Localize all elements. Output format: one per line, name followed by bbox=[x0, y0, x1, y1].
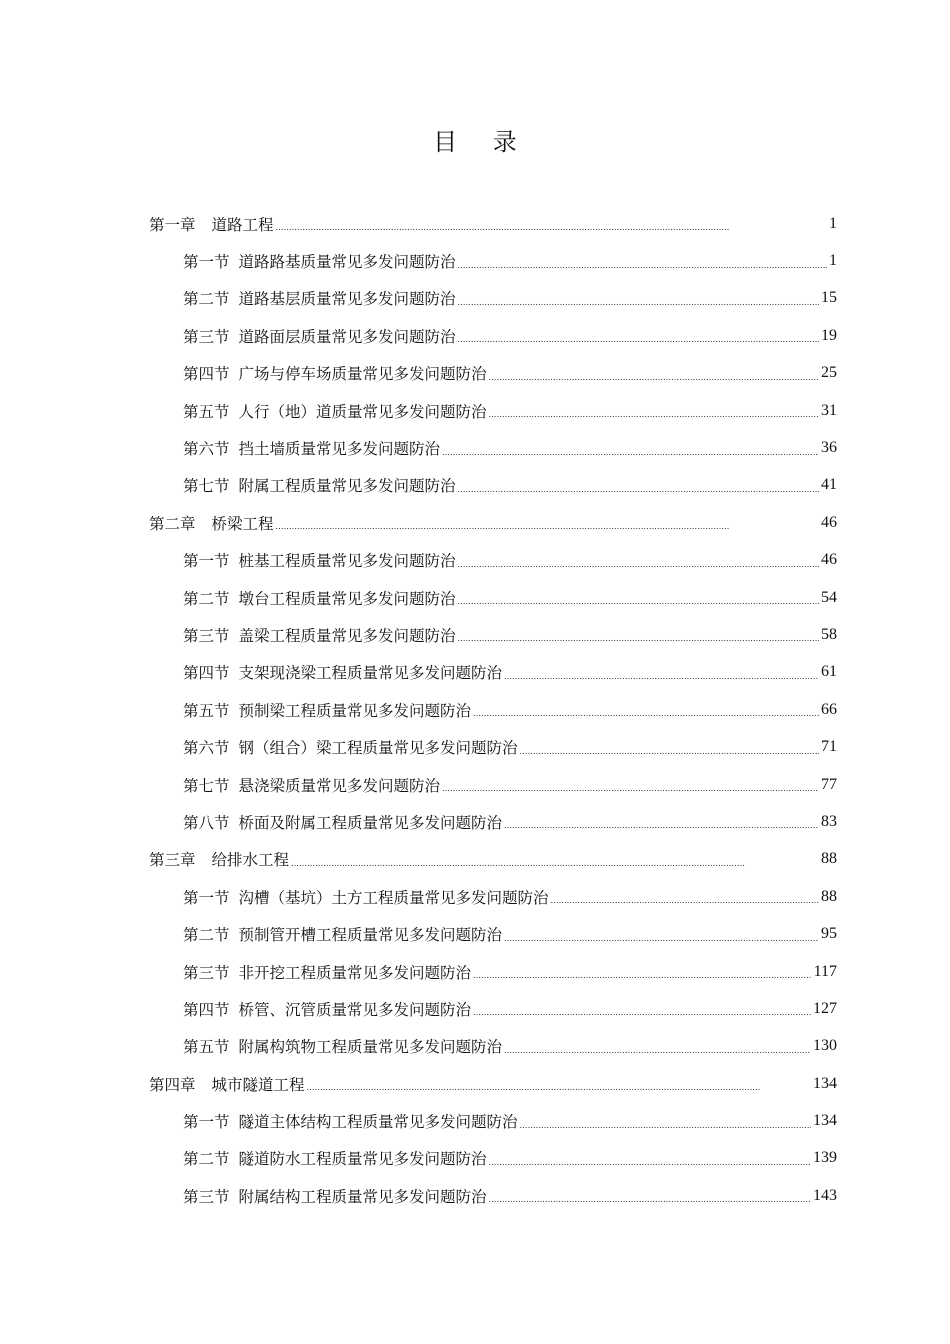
dot-leader bbox=[442, 448, 819, 457]
toc-section-entry[interactable] bbox=[149, 392, 837, 429]
entry-title: 预制管开槽工程质量常见多发问题防治 bbox=[238, 926, 503, 945]
entry-title: 桥梁工程 bbox=[211, 514, 274, 533]
toc-section-entry[interactable] bbox=[149, 355, 837, 392]
toc-section-entry[interactable] bbox=[149, 542, 837, 579]
toc-section-entry[interactable] bbox=[149, 1028, 837, 1065]
entry-title: 附属结构工程质量常见多发问题防治 bbox=[238, 1187, 487, 1206]
toc-section-entry[interactable] bbox=[149, 766, 837, 803]
entry-number: 第一章 bbox=[149, 215, 196, 234]
dot-leader bbox=[504, 821, 819, 830]
entry-title: 预制梁工程质量常见多发问题防治 bbox=[238, 701, 472, 720]
entry-number: 第一节 bbox=[183, 253, 230, 272]
entry-page-number: 19 bbox=[821, 326, 837, 344]
entry-page-number: 134 bbox=[813, 1074, 837, 1092]
entry-page-number: 134 bbox=[813, 1112, 837, 1130]
entry-page-number: 95 bbox=[821, 925, 837, 943]
entry-page-number: 15 bbox=[821, 289, 837, 307]
entry-number: 第三节 bbox=[183, 327, 230, 346]
entry-number: 第三节 bbox=[183, 1187, 230, 1206]
entry-title: 支架现浇梁工程质量常见多发问题防治 bbox=[238, 664, 503, 683]
dot-leader bbox=[520, 1121, 811, 1130]
dot-leader bbox=[473, 971, 812, 980]
dot-leader bbox=[551, 896, 819, 905]
entry-page-number: 61 bbox=[821, 663, 837, 681]
dot-leader bbox=[489, 1195, 811, 1204]
entry-title: 广场与停车场质量常见多发问题防治 bbox=[238, 365, 487, 384]
entry-page-number: 25 bbox=[821, 364, 837, 382]
entry-page-number: 31 bbox=[821, 401, 837, 419]
dot-leader bbox=[504, 1046, 811, 1055]
dot-leader bbox=[442, 784, 819, 793]
toc-section-entry[interactable] bbox=[149, 654, 837, 691]
entry-page-number: 127 bbox=[813, 999, 837, 1017]
entry-number: 第七节 bbox=[183, 477, 230, 496]
dot-leader bbox=[504, 672, 819, 681]
entry-number: 第六节 bbox=[183, 739, 230, 758]
entry-number: 第二节 bbox=[183, 1150, 230, 1169]
toc-section-entry[interactable] bbox=[149, 429, 837, 466]
entry-page-number: 77 bbox=[821, 775, 837, 793]
entry-number: 第一节 bbox=[183, 1113, 230, 1132]
toc-chapter-entry[interactable] bbox=[149, 1065, 837, 1102]
toc-section-entry[interactable] bbox=[149, 691, 837, 728]
entry-page-number: 143 bbox=[813, 1186, 837, 1204]
entry-title: 钢（组合）梁工程质量常见多发问题防治 bbox=[238, 739, 518, 758]
entry-title: 附属工程质量常见多发问题防治 bbox=[238, 477, 456, 496]
entry-number: 第四节 bbox=[183, 1000, 230, 1019]
entry-title: 道路面层质量常见多发问题防治 bbox=[238, 327, 456, 346]
dot-leader bbox=[489, 1158, 811, 1167]
toc-section-entry[interactable] bbox=[149, 953, 837, 990]
dot-leader bbox=[458, 485, 819, 494]
entry-number: 第四章 bbox=[149, 1075, 196, 1094]
entry-page-number: 66 bbox=[821, 700, 837, 718]
toc-section-entry[interactable] bbox=[149, 1177, 837, 1214]
entry-page-number: 46 bbox=[821, 513, 837, 531]
entry-title: 城市隧道工程 bbox=[211, 1075, 305, 1094]
entry-number: 第五节 bbox=[183, 1038, 230, 1057]
entry-number: 第五节 bbox=[183, 402, 230, 421]
entry-title: 悬浇梁质量常见多发问题防治 bbox=[238, 776, 441, 795]
entry-number: 第一节 bbox=[183, 888, 230, 907]
dot-leader bbox=[276, 223, 827, 232]
entry-page-number: 71 bbox=[821, 738, 837, 756]
entry-number: 第三章 bbox=[149, 851, 196, 870]
entry-page-number: 130 bbox=[813, 1037, 837, 1055]
dot-leader bbox=[458, 560, 819, 569]
entry-number: 第二章 bbox=[149, 514, 196, 533]
dot-leader bbox=[458, 298, 819, 307]
toc-section-entry[interactable] bbox=[149, 579, 837, 616]
entry-number: 第四节 bbox=[183, 365, 230, 384]
toc-chapter-entry[interactable] bbox=[149, 841, 837, 878]
entry-title: 桩基工程质量常见多发问题防治 bbox=[238, 552, 456, 571]
entry-page-number: 41 bbox=[821, 476, 837, 494]
entry-number: 第三节 bbox=[183, 626, 230, 645]
table-of-contents bbox=[149, 205, 837, 1215]
dot-leader bbox=[489, 373, 819, 382]
entry-number: 第二节 bbox=[183, 926, 230, 945]
toc-section-entry[interactable] bbox=[149, 915, 837, 952]
toc-section-entry[interactable] bbox=[149, 1140, 837, 1177]
dot-leader bbox=[458, 597, 819, 606]
entry-number: 第二节 bbox=[183, 290, 230, 309]
toc-section-entry[interactable] bbox=[149, 990, 837, 1027]
dot-leader bbox=[276, 522, 819, 531]
dot-leader bbox=[458, 261, 827, 270]
entry-number: 第四节 bbox=[183, 664, 230, 683]
dot-leader bbox=[504, 934, 819, 943]
toc-section-entry[interactable] bbox=[149, 878, 837, 915]
entry-title: 盖梁工程质量常见多发问题防治 bbox=[238, 626, 456, 645]
entry-title: 隧道主体结构工程质量常见多发问题防治 bbox=[238, 1113, 518, 1132]
entry-number: 第二节 bbox=[183, 589, 230, 608]
entry-number: 第七节 bbox=[183, 776, 230, 795]
entry-title: 沟槽（基坑）土方工程质量常见多发问题防治 bbox=[238, 888, 549, 907]
entry-title: 桥面及附属工程质量常见多发问题防治 bbox=[238, 813, 503, 832]
entry-title: 人行（地）道质量常见多发问题防治 bbox=[238, 402, 487, 421]
entry-number: 第三节 bbox=[183, 963, 230, 982]
dot-leader bbox=[458, 634, 819, 643]
entry-title: 给排水工程 bbox=[211, 851, 290, 870]
toc-section-entry[interactable] bbox=[149, 803, 837, 840]
dot-leader bbox=[473, 709, 819, 718]
dot-leader bbox=[291, 859, 819, 868]
entry-page-number: 58 bbox=[821, 625, 837, 643]
toc-section-entry[interactable] bbox=[149, 280, 837, 317]
toc-section-entry[interactable] bbox=[149, 1102, 837, 1139]
dot-leader bbox=[307, 1083, 811, 1092]
entry-page-number: 1 bbox=[829, 214, 837, 232]
entry-title: 隧道防水工程质量常见多发问题防治 bbox=[238, 1150, 487, 1169]
entry-page-number: 83 bbox=[821, 812, 837, 830]
toc-section-entry[interactable] bbox=[149, 242, 837, 279]
toc-section-entry[interactable] bbox=[149, 317, 837, 354]
toc-section-entry[interactable] bbox=[149, 728, 837, 765]
entry-title: 挡土墙质量常见多发问题防治 bbox=[238, 440, 441, 459]
entry-title: 道路路基质量常见多发问题防治 bbox=[238, 253, 456, 272]
entry-title: 附属构筑物工程质量常见多发问题防治 bbox=[238, 1038, 503, 1057]
entry-title: 道路基层质量常见多发问题防治 bbox=[238, 290, 456, 309]
entry-title: 非开挖工程质量常见多发问题防治 bbox=[238, 963, 472, 982]
toc-section-entry[interactable] bbox=[149, 467, 837, 504]
entry-page-number: 88 bbox=[821, 887, 837, 905]
entry-page-number: 117 bbox=[813, 962, 837, 980]
entry-number: 第六节 bbox=[183, 440, 230, 459]
toc-chapter-entry[interactable] bbox=[149, 504, 837, 541]
entry-page-number: 46 bbox=[821, 551, 837, 569]
entry-title: 桥管、沉管质量常见多发问题防治 bbox=[238, 1000, 472, 1019]
dot-leader bbox=[473, 1008, 811, 1017]
dot-leader bbox=[458, 335, 819, 344]
toc-section-entry[interactable] bbox=[149, 616, 837, 653]
entry-title: 墩台工程质量常见多发问题防治 bbox=[238, 589, 456, 608]
entry-page-number: 54 bbox=[821, 588, 837, 606]
entry-number: 第一节 bbox=[183, 552, 230, 571]
entry-page-number: 36 bbox=[821, 439, 837, 457]
toc-chapter-entry[interactable] bbox=[149, 205, 837, 242]
dot-leader bbox=[520, 747, 819, 756]
toc-title: 目 录 bbox=[433, 128, 531, 156]
dot-leader bbox=[489, 410, 819, 419]
entry-page-number: 139 bbox=[813, 1149, 837, 1167]
entry-page-number: 88 bbox=[821, 850, 837, 868]
entry-page-number: 1 bbox=[829, 252, 837, 270]
entry-number: 第五节 bbox=[183, 701, 230, 720]
entry-title: 道路工程 bbox=[211, 215, 274, 234]
entry-number: 第八节 bbox=[183, 813, 230, 832]
